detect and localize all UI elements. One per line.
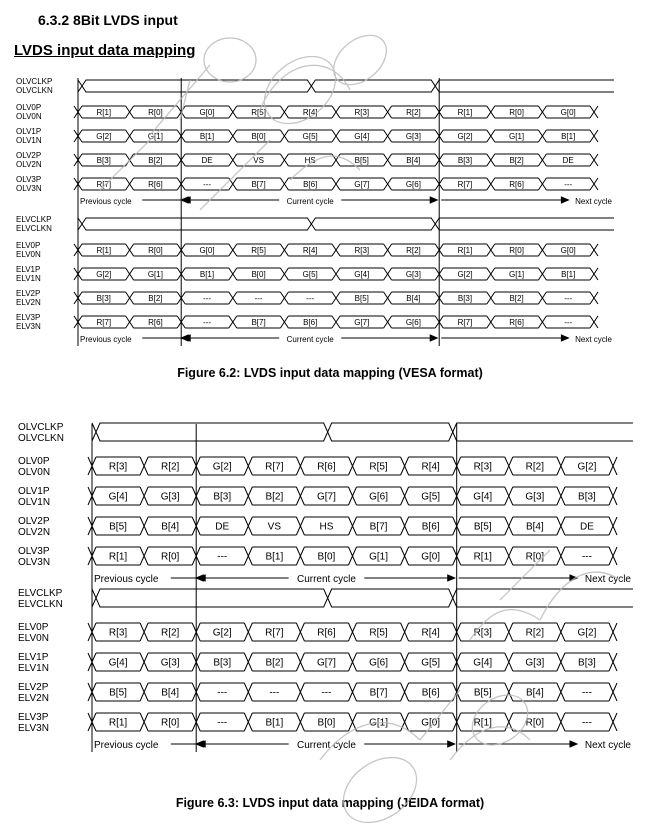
odd-lane-2-label-p: OLV2P	[16, 151, 42, 160]
bit-cell: ---	[581, 687, 592, 699]
bit-cell: B[5]	[109, 521, 127, 533]
bit-cell: R[1]	[457, 107, 473, 117]
bit-cell: R[0]	[160, 551, 180, 563]
odd-lane-0-label-p: OLV0P	[18, 456, 50, 467]
odd-previous-cycle-label: Previous cycle	[80, 197, 132, 206]
odd-lane-3-label-n: OLV3N	[16, 184, 42, 193]
bit-cell: R[1]	[473, 551, 492, 563]
bit-cell: R[6]	[317, 627, 336, 639]
odd-clock-label-n: OLVCLKN	[16, 86, 53, 95]
even-lane-2-label-n: ELV2N	[16, 298, 41, 307]
bit-cell: G[2]	[457, 131, 473, 141]
odd-lane-1-label-p: OLV1P	[18, 486, 50, 497]
bit-cell: R[4]	[302, 107, 318, 117]
bit-cell: R[3]	[473, 461, 492, 473]
bit-cell: R[4]	[302, 245, 318, 255]
bit-cell: G[5]	[302, 269, 318, 279]
bit-cell: R[7]	[96, 317, 112, 327]
bit-cell: R[0]	[148, 245, 163, 255]
bit-cell: G[1]	[369, 717, 389, 729]
bit-cell: G[0]	[199, 107, 215, 117]
bit-cell: B[1]	[199, 269, 215, 279]
bit-cell: B[3]	[213, 491, 232, 503]
bit-cell: R[0]	[525, 717, 545, 729]
odd-clock-label-p: OLVCLKP	[18, 422, 64, 433]
even-lane-3-label-p: ELV3P	[16, 313, 41, 322]
odd-lane-0-label-n: OLV0N	[16, 112, 42, 121]
bit-cell: R[0]	[509, 107, 524, 117]
bit-cell: G[3]	[405, 131, 421, 141]
cycle-boundaries	[92, 424, 457, 752]
bit-cell: B[6]	[421, 521, 440, 533]
bit-cell: B[4]	[161, 521, 180, 533]
bit-cell: R[1]	[96, 107, 112, 117]
bit-cell: R[0]	[160, 717, 180, 729]
even-clock-waveform	[92, 589, 633, 607]
odd-clock-label-p: OLVCLKP	[16, 77, 53, 86]
bit-cell: R[0]	[509, 245, 524, 255]
bit-cell: R[3]	[108, 461, 128, 473]
bit-cell: R[6]	[509, 179, 524, 189]
bit-cell: ---	[564, 317, 573, 327]
vesa-figure-caption: Figure 6.2: LVDS input data mapping (VESA format)	[177, 366, 483, 380]
even-lane-0-label-n: ELV0N	[16, 250, 41, 259]
bit-cell: G[0]	[199, 245, 215, 255]
bit-cell: ---	[564, 293, 573, 303]
bit-cell: G[1]	[147, 269, 163, 279]
bit-cell: G[3]	[405, 269, 421, 279]
bit-cell: HS	[319, 521, 334, 533]
odd-lane-0-label-n: OLV0N	[18, 467, 51, 478]
odd-lane-3-label-n: OLV3N	[18, 557, 51, 568]
bit-cell: B[4]	[525, 521, 544, 533]
bit-cell: R[4]	[421, 461, 440, 473]
bit-cell: B[3]	[578, 491, 596, 503]
bit-cell: R[0]	[148, 107, 163, 117]
bit-cell: B[0]	[251, 269, 266, 279]
even-lane-1-label-p: ELV1P	[18, 652, 49, 663]
bit-cell: R[6]	[148, 179, 163, 189]
bit-cell: G[4]	[473, 657, 493, 669]
odd-lane-3-label-p: OLV3P	[16, 175, 42, 184]
bit-cell: B[5]	[354, 293, 369, 303]
bit-cell: B[6]	[303, 317, 318, 327]
bit-cell: G[5]	[421, 657, 441, 669]
bit-cell: B[2]	[265, 491, 284, 503]
even-clock-label-n: ELVCLKN	[18, 599, 63, 610]
even-lane-0-label-p: ELV0P	[18, 622, 49, 633]
bit-cell: ---	[581, 551, 592, 563]
bit-cell: G[2]	[577, 461, 597, 473]
bit-cell: B[3]	[457, 293, 473, 303]
bit-cell: B[2]	[509, 293, 524, 303]
bit-cell: B[4]	[161, 687, 180, 699]
bit-cell: R[4]	[421, 627, 440, 639]
bit-cell: G[4]	[108, 491, 128, 503]
even-lane-3-label-n: ELV3N	[18, 723, 49, 734]
odd-lane-1-label-n: OLV1N	[18, 497, 51, 508]
bit-cell: ---	[203, 293, 211, 303]
bit-cell: DE	[562, 155, 574, 165]
jeida-timing-diagram	[0, 410, 660, 785]
bit-cell: G[1]	[147, 131, 163, 141]
bit-cell: ---	[564, 179, 573, 189]
bit-cell: VS	[267, 521, 282, 533]
bit-cell: G[6]	[369, 657, 389, 669]
bit-cell: ---	[217, 717, 228, 729]
bit-cell: G[1]	[509, 269, 525, 279]
bit-cell: G[7]	[354, 317, 370, 327]
bit-cell: B[3]	[578, 657, 596, 669]
bit-cell: ---	[306, 293, 315, 303]
even-lane-2-label-p: ELV2P	[18, 682, 49, 693]
bit-cell: G[6]	[369, 491, 389, 503]
odd-clock-label-n: OLVCLKN	[18, 433, 64, 444]
bit-cell: B[7]	[251, 317, 266, 327]
bit-cell: R[0]	[525, 551, 545, 563]
bit-cell: G[5]	[302, 131, 318, 141]
bit-cell: G[5]	[421, 491, 441, 503]
odd-previous-cycle-label: Previous cycle	[94, 574, 159, 585]
bit-cell: R[2]	[525, 627, 545, 639]
bit-cell: R[5]	[369, 461, 388, 473]
bit-cell: DE	[215, 521, 230, 533]
bit-cell: R[1]	[108, 551, 128, 563]
bit-cell: B[0]	[317, 551, 336, 563]
bit-cell: B[1]	[265, 551, 284, 563]
even-lane-0-label-n: ELV0N	[18, 633, 49, 644]
odd-lane-1-label-n: OLV1N	[16, 136, 42, 145]
bit-cell: B[0]	[251, 131, 266, 141]
bit-cell: B[0]	[317, 717, 336, 729]
bit-cell: R[6]	[148, 317, 163, 327]
bit-cell: B[2]	[148, 155, 163, 165]
even-previous-cycle-label: Previous cycle	[80, 335, 132, 344]
bit-cell: G[2]	[212, 461, 232, 473]
bit-cell: R[2]	[406, 245, 421, 255]
bit-cell: B[1]	[265, 717, 284, 729]
bit-cell: G[2]	[457, 269, 473, 279]
bit-cell: ---	[203, 317, 211, 327]
bit-cell: R[1]	[457, 245, 473, 255]
bit-cell: G[3]	[160, 657, 180, 669]
even-clock-label-p: ELVCLKP	[16, 215, 52, 224]
odd-current-cycle-label: Current cycle	[296, 574, 356, 585]
bit-cell: G[4]	[473, 491, 493, 503]
bit-cell: ---	[321, 687, 332, 699]
bit-cell: G[2]	[577, 627, 597, 639]
bit-cell: G[4]	[108, 657, 128, 669]
even-lane-1-label-n: ELV1N	[16, 274, 41, 283]
bit-cell: G[3]	[525, 657, 545, 669]
even-lane-0-label-p: ELV0P	[16, 241, 41, 250]
even-current-cycle-label: Current cycle	[286, 335, 334, 344]
bit-cell: B[2]	[148, 293, 163, 303]
bit-cell: G[7]	[316, 657, 336, 669]
bit-cell: ---	[203, 179, 211, 189]
bit-cell: G[7]	[316, 491, 336, 503]
bit-cell: R[7]	[265, 627, 284, 639]
odd-lane-2-label-p: OLV2P	[18, 516, 50, 527]
bit-cell: B[6]	[303, 179, 318, 189]
odd-lane-0-label-p: OLV0P	[16, 103, 42, 112]
mapping-subtitle: LVDS input data mapping	[14, 42, 196, 59]
bit-cell: B[5]	[109, 687, 127, 699]
bit-cell: VS	[253, 155, 264, 165]
bit-cell: B[7]	[369, 687, 388, 699]
even-previous-cycle-label: Previous cycle	[94, 740, 159, 751]
vesa-timing-diagram	[0, 72, 660, 362]
bit-cell: G[6]	[405, 317, 421, 327]
odd-lane-2-label-n: OLV2N	[16, 160, 42, 169]
bit-cell: B[4]	[525, 687, 544, 699]
bit-cell: R[3]	[354, 245, 370, 255]
bit-cell: B[5]	[473, 521, 492, 533]
bit-cell: ---	[269, 687, 280, 699]
bit-cell: B[4]	[406, 155, 421, 165]
bit-cell: G[3]	[525, 491, 545, 503]
bit-cell: R[6]	[509, 317, 524, 327]
even-lane-3-label-n: ELV3N	[16, 322, 41, 331]
bit-cell: G[7]	[354, 179, 370, 189]
odd-lane-3-label-p: OLV3P	[18, 546, 50, 557]
bit-cell: B[5]	[354, 155, 369, 165]
bit-cell: B[3]	[96, 293, 111, 303]
bit-cell: DE	[201, 155, 213, 165]
odd-current-cycle-label: Current cycle	[286, 197, 334, 206]
bit-cell: R[7]	[265, 461, 284, 473]
bit-cell: G[3]	[160, 491, 180, 503]
bit-cell: G[0]	[560, 245, 576, 255]
bit-cell: B[6]	[421, 687, 440, 699]
bit-cell: R[2]	[160, 627, 180, 639]
bit-cell: R[2]	[160, 461, 180, 473]
bit-cell: B[7]	[369, 521, 388, 533]
bit-cell: B[7]	[251, 179, 266, 189]
bit-cell: B[2]	[509, 155, 524, 165]
bit-cell: DE	[579, 521, 594, 533]
even-lane-1-label-p: ELV1P	[16, 265, 41, 274]
bit-cell: R[1]	[108, 717, 128, 729]
bit-cell: R[5]	[251, 245, 266, 255]
bit-cell: B[1]	[199, 131, 215, 141]
even-clock-label-p: ELVCLKP	[18, 588, 63, 599]
bit-cell: R[7]	[457, 179, 473, 189]
bit-cell: B[3]	[96, 155, 111, 165]
even-clock-waveform	[78, 218, 614, 230]
bit-cell: G[2]	[96, 131, 112, 141]
bit-cell: G[1]	[369, 551, 389, 563]
bit-cell: B[1]	[561, 131, 576, 141]
bit-cell: B[1]	[561, 269, 576, 279]
bit-cell: ---	[217, 551, 228, 563]
jeida-figure-caption: Figure 6.3: LVDS input data mapping (JEIDA format)	[175, 796, 485, 810]
bit-cell: B[2]	[265, 657, 284, 669]
bit-cell: G[0]	[560, 107, 576, 117]
bit-cell: R[7]	[457, 317, 473, 327]
bit-cell: R[3]	[473, 627, 492, 639]
bit-cell: G[0]	[421, 717, 441, 729]
bit-cell: G[2]	[96, 269, 112, 279]
odd-clock-waveform	[78, 80, 614, 92]
bit-cell: R[2]	[406, 107, 421, 117]
bit-cell: HS	[304, 155, 316, 165]
bit-cell: G[4]	[354, 131, 370, 141]
odd-clock-waveform	[92, 423, 633, 441]
bit-cell: R[5]	[369, 627, 388, 639]
odd-next-cycle-label: Next cycle	[584, 574, 631, 585]
odd-lane-1-label-p: OLV1P	[16, 127, 42, 136]
bit-cell: R[3]	[354, 107, 370, 117]
odd-next-cycle-label: Next cycle	[575, 197, 612, 206]
bit-cell: G[0]	[421, 551, 441, 563]
bit-cell: ---	[254, 293, 263, 303]
bit-cell: G[4]	[354, 269, 370, 279]
even-lane-2-label-p: ELV2P	[16, 289, 41, 298]
bit-cell: ---	[581, 717, 592, 729]
bit-cell: R[6]	[317, 461, 336, 473]
bit-cell: G[6]	[405, 179, 421, 189]
even-lane-2-label-n: ELV2N	[18, 693, 49, 704]
bit-cell: G[1]	[509, 131, 525, 141]
bit-cell: R[3]	[108, 627, 128, 639]
bit-cell: B[5]	[473, 687, 492, 699]
bit-cell: R[2]	[525, 461, 545, 473]
odd-lane-2-label-n: OLV2N	[18, 527, 51, 538]
even-current-cycle-label: Current cycle	[296, 740, 356, 751]
bit-cell: B[4]	[406, 293, 421, 303]
bit-cell: B[3]	[457, 155, 473, 165]
bit-cell: R[7]	[96, 179, 112, 189]
bit-cell: R[1]	[96, 245, 112, 255]
even-next-cycle-label: Next cycle	[575, 335, 612, 344]
bit-cell: B[3]	[213, 657, 232, 669]
section-title: 6.3.2 8Bit LVDS input	[38, 12, 178, 28]
bit-cell: ---	[217, 687, 228, 699]
even-lane-1-label-n: ELV1N	[18, 663, 49, 674]
bit-cell: G[2]	[212, 627, 232, 639]
even-next-cycle-label: Next cycle	[584, 740, 631, 751]
bit-cell: R[1]	[473, 717, 492, 729]
bit-cell: R[5]	[251, 107, 266, 117]
even-clock-label-n: ELVCLKN	[16, 224, 52, 233]
even-lane-3-label-p: ELV3P	[18, 712, 49, 723]
